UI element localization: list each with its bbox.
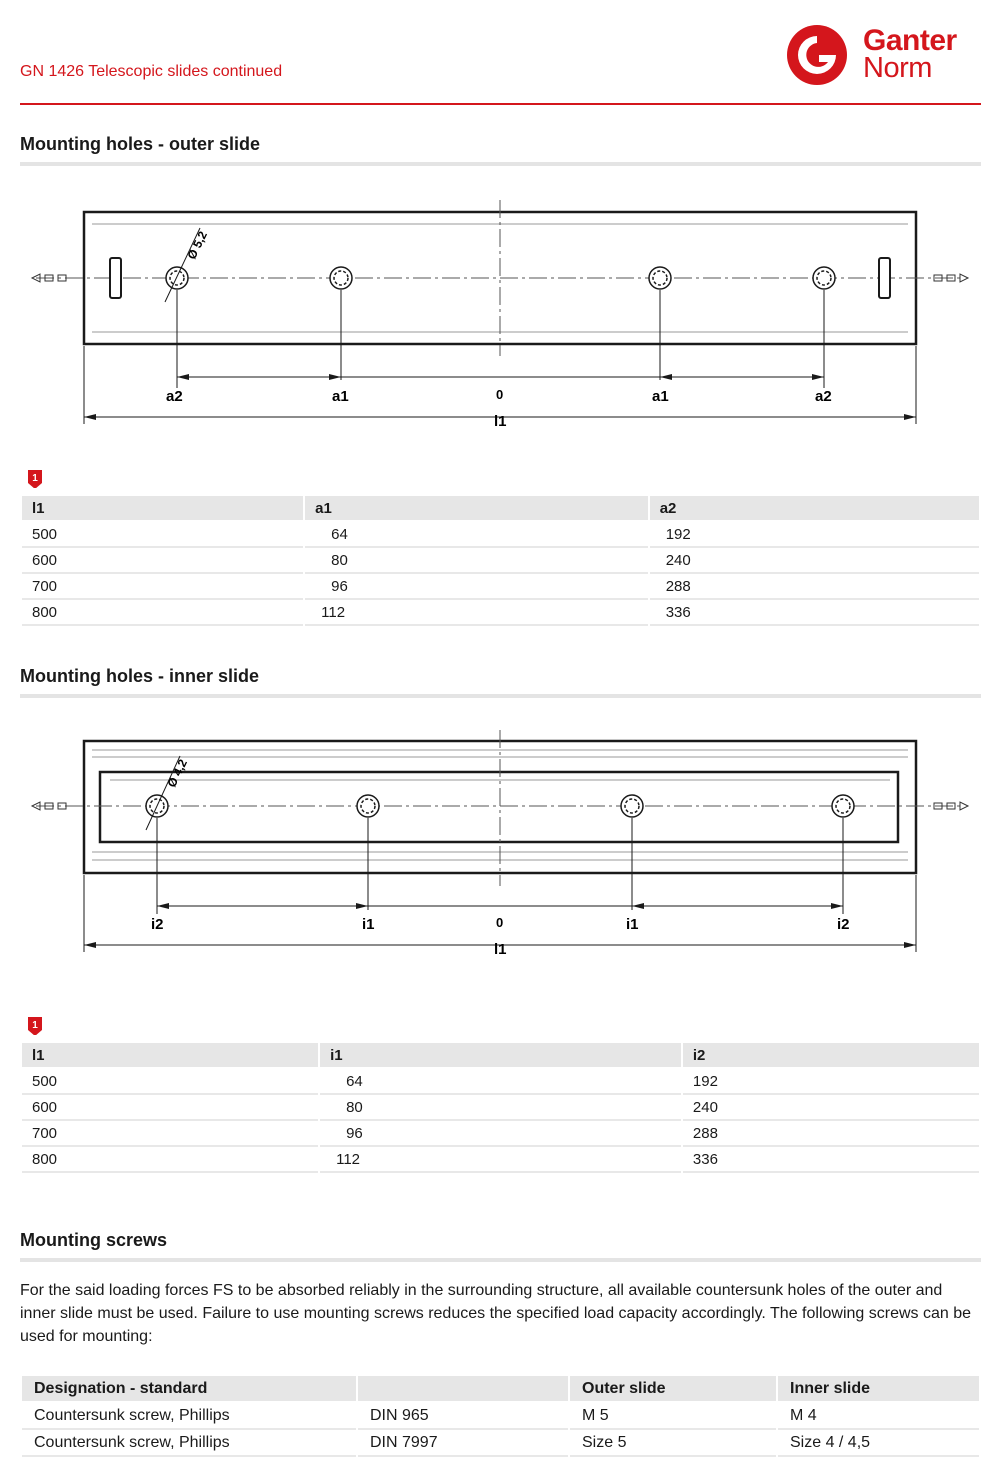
page-title: GN 1426 Telescopic slides continued — [20, 63, 283, 80]
cell: DIN 965 — [358, 1403, 568, 1430]
table-row — [22, 522, 979, 548]
table-header-row — [22, 496, 979, 522]
section-title-outer: Mounting holes - outer slide — [20, 134, 260, 154]
cell: 112 — [320, 1147, 681, 1173]
label-length: l1 — [494, 941, 507, 958]
header-i1: i1 — [320, 1043, 681, 1069]
label-a1-right: a1 — [652, 388, 669, 405]
cell: 288 — [683, 1121, 979, 1147]
label-a2-left: a2 — [166, 388, 183, 405]
header-l1: l1 — [22, 496, 303, 522]
cell: 600 — [22, 1095, 318, 1121]
table-header-row — [22, 1043, 979, 1069]
section-title-inner: Mounting holes - inner slide — [20, 666, 260, 686]
table-row — [22, 1069, 979, 1095]
table-badge-inner — [28, 1017, 42, 1035]
screws-paragraph: For the said loading forces FS to be absorbed reliably in the surrounding structure, all available countersunk holes of the outer and inner slide must be used. Failure to use mounting screws reduces the specified load capacity accordingly. The following screws can be used for mounting: — [20, 1282, 972, 1345]
cell: 700 — [22, 574, 303, 600]
cell: 64 — [305, 522, 648, 548]
table-row — [22, 1147, 979, 1173]
cell: 336 — [683, 1147, 979, 1173]
label-zero: 0 — [496, 915, 504, 930]
cell: Size 4 / 4,5 — [778, 1430, 979, 1457]
label-a2-right: a2 — [815, 388, 832, 405]
cell: 96 — [320, 1121, 681, 1147]
cell: 96 — [305, 574, 648, 600]
label-i2-left: i2 — [151, 916, 164, 933]
header-inner-slide: Inner slide — [778, 1376, 979, 1403]
cell: Countersunk screw, Phillips — [22, 1430, 356, 1457]
hole-a2-left — [166, 267, 188, 289]
header-a2: a2 — [650, 496, 979, 522]
table-row — [22, 1095, 979, 1121]
cell: 240 — [650, 548, 979, 574]
hole-a1-left — [330, 267, 352, 289]
table-row — [22, 1121, 979, 1147]
table-row — [22, 600, 979, 626]
header-outer-slide: Outer slide — [570, 1376, 776, 1403]
cell: DIN 7997 — [358, 1430, 568, 1457]
cell: 192 — [650, 522, 979, 548]
table-row — [22, 548, 979, 574]
brand-name-line1: Ganter — [863, 24, 957, 57]
cell: 700 — [22, 1121, 318, 1147]
label-a1-left: a1 — [332, 388, 349, 405]
label-i1-right: i1 — [626, 916, 639, 933]
table-row — [22, 1403, 979, 1430]
cell: 64 — [320, 1069, 681, 1095]
brand-logo-icon — [785, 22, 857, 88]
screws-table — [20, 1376, 981, 1457]
hole-a2-right — [813, 267, 835, 289]
cell: 192 — [683, 1069, 979, 1095]
cell: 240 — [683, 1095, 979, 1121]
outer-holes-table — [20, 496, 981, 626]
label-zero: 0 — [496, 387, 504, 402]
svg-text:1: 1 — [32, 1020, 38, 1031]
header-l1: l1 — [22, 1043, 318, 1069]
table-header-row — [22, 1376, 979, 1403]
brand-name-line2: Norm — [863, 52, 932, 84]
cell: Countersunk screw, Phillips — [22, 1403, 356, 1430]
outer-hole-diameter: Ø 5,2 — [184, 229, 210, 262]
cell: 80 — [320, 1095, 681, 1121]
cell: 500 — [22, 1069, 318, 1095]
table-row — [22, 1430, 979, 1457]
cell: 288 — [650, 574, 979, 600]
section-rule-inner — [20, 694, 981, 698]
inner-slide-drawing — [0, 700, 1000, 965]
svg-text:1: 1 — [32, 473, 38, 484]
cell: 112 — [305, 600, 648, 626]
section-rule-screws — [20, 1258, 981, 1262]
cell: Size 5 — [570, 1430, 776, 1457]
cell: 800 — [22, 600, 303, 626]
header-a1: a1 — [305, 496, 648, 522]
section-rule-outer — [20, 162, 981, 166]
label-i1-left: i1 — [362, 916, 375, 933]
header-designation: Designation - standard — [22, 1376, 356, 1403]
cell: M 5 — [570, 1403, 776, 1430]
header-i2: i2 — [683, 1043, 979, 1069]
header-standard — [358, 1376, 568, 1403]
inner-holes-table — [20, 1043, 981, 1173]
table-badge-outer — [28, 470, 42, 488]
hole-i1-left — [357, 795, 379, 817]
table-row — [22, 574, 979, 600]
cell: 80 — [305, 548, 648, 574]
section-title-screws: Mounting screws — [20, 1230, 168, 1250]
hole-i1-right — [621, 795, 643, 817]
header-rule — [20, 103, 981, 105]
label-length: l1 — [494, 413, 507, 430]
cell: M 4 — [778, 1403, 979, 1430]
outer-slide-drawing — [0, 170, 1000, 440]
cell: 800 — [22, 1147, 318, 1173]
inner-hole-diameter: Ø 4,2 — [164, 757, 190, 790]
cell: 600 — [22, 548, 303, 574]
brand-logo — [785, 22, 985, 88]
label-i2-right: i2 — [837, 916, 850, 933]
hole-i2-right — [832, 795, 854, 817]
cell: 500 — [22, 522, 303, 548]
cell: 336 — [650, 600, 979, 626]
hole-a1-right — [649, 267, 671, 289]
